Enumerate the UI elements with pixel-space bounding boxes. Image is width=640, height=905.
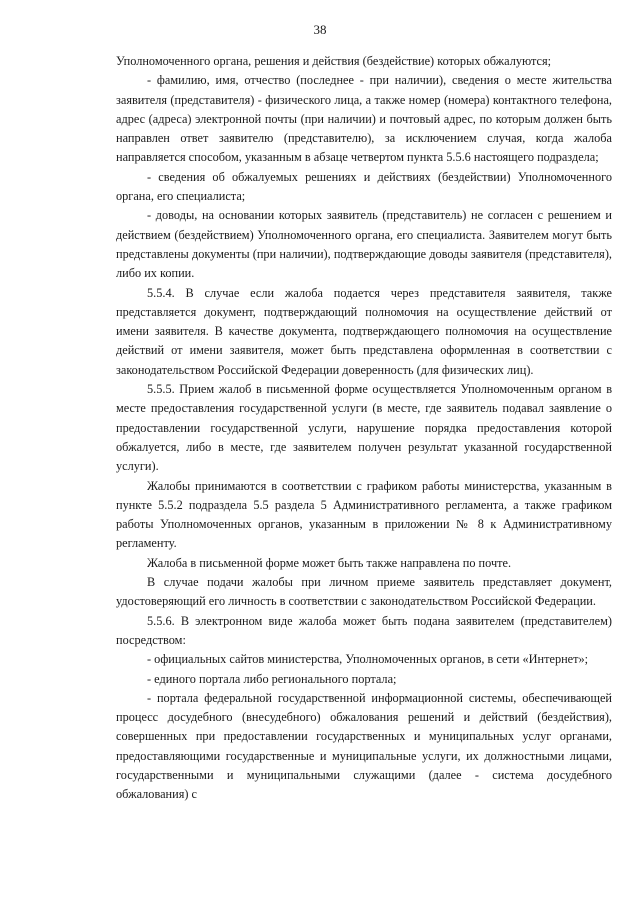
- paragraph: - доводы, на основании которых заявитель (представитель) не согласен с решением и действием (бездействием) Уполномоченного органа, его специалиста. Заявителем могут быть представлены документы (при наличии), подтверждающие доводы заявителя (представителя), либо их копии.: [116, 208, 612, 281]
- paragraph: 5.5.4. В случае если жалоба подается через представителя заявителя, также представляется документ, подтверждающий полномочия на осуществление действий от имени заявителя. В качестве документа, подтверждающего полномочия на осуществление действий от имени заявителя, может быть представлена оформленная в соответствии с законодательством Российской Федерации доверенность (для физических лиц).: [116, 285, 612, 377]
- paragraph: - сведения об обжалуемых решениях и действиях (бездействии) Уполномоченного органа, его специалиста;: [116, 169, 612, 204]
- paragraph: Жалоба в письменной форме может быть также направлена по почте.: [147, 555, 512, 570]
- paragraph: - единого портала либо регионального портала;: [147, 671, 397, 686]
- paragraph: Уполномоченного органа, решения и действия (бездействие) которых обжалуются;: [116, 54, 552, 68]
- paragraph: 5.5.5. Прием жалоб в письменной форме осуществляется Уполномоченным органом в месте предоставления государственной услуги (в месте, где заявитель подавал заявление о предоставлении государственной услуги, нарушение порядка предоставления которой обжалуется, либо в месте, где заявителем получен результат указанной государственной услуги).: [116, 382, 612, 474]
- paragraph: - портала федеральной государственной информационной системы, обеспечивающей процесс досудебного (внесудебного) обжалования решений и действий (бездействия), совершенных при предоставлении государственных и муниципальных услуг органами, предоставляющими государственные и муниципальные услуги, их должностными лицами, государственными и муниципальными служащими (далее - система досудебного обжалования) с: [116, 690, 612, 802]
- document-body: [116, 52, 612, 805]
- paragraph: - официальных сайтов министерства, Уполномоченных органов, в сети «Интернет»;: [147, 652, 589, 667]
- paragraph: - фамилию, имя, отчество (последнее - при наличии), сведения о месте жительства заявителя (представителя) - физического лица, а также номер (номера) контактного телефона, адрес (адреса) электронной почты (при наличии) и почтовый адрес, по которым должен быть направлен ответ заявителю (представителю), за исключением случая, когда жалоба направляется способом, указанным в абзаце четвертом пункта 5.5.6 настоящего подраздела;: [116, 73, 612, 165]
- paragraph: В случае подачи жалобы при личном приеме заявитель представляет документ, удостоверяющий его личность в соответствии с законодательством Российской Федерации.: [116, 575, 612, 609]
- paragraph: 5.5.6. В электронном виде жалоба может быть подана заявителем (представителем) посредством:: [116, 613, 612, 647]
- paragraph: Жалобы принимаются в соответствии с графиком работы министерства, указанным в пункте 5.5.2 подраздела 5.5 раздела 5 Административного регламента, а также графиком работы Уполномоченных органов, указанным в приложении № 8 к Административному регламенту.: [116, 478, 612, 551]
- page-number: 38: [313, 22, 327, 37]
